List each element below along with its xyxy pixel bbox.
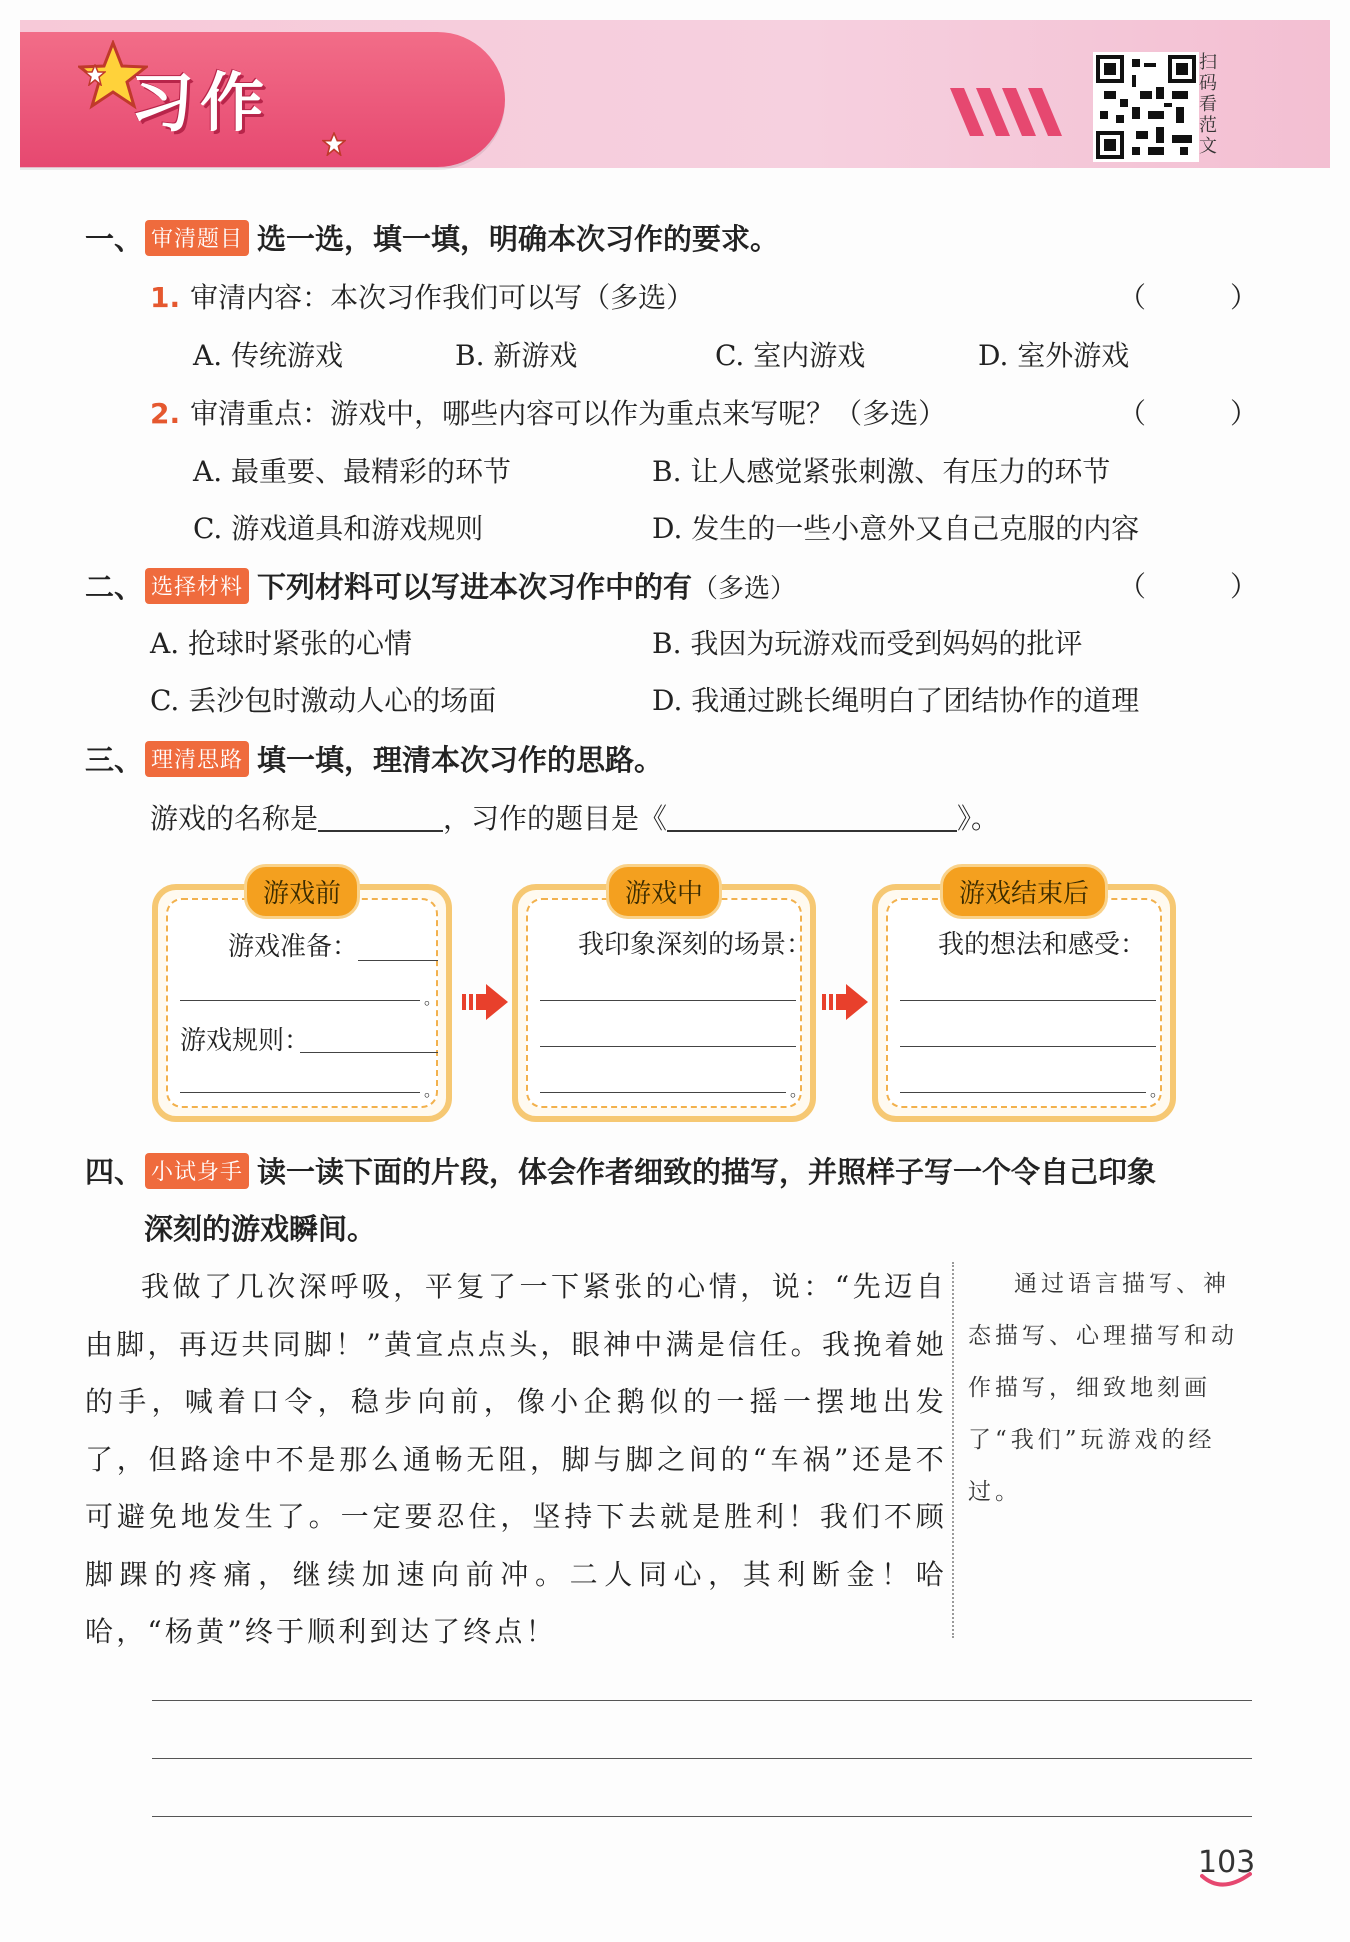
option-b: B. 让人感觉紧张刺激、有压力的环节	[652, 455, 1111, 488]
writing-line[interactable]	[900, 1046, 1156, 1047]
flow-label-rules: 游戏规则：	[180, 1026, 311, 1056]
section-number: 四、	[85, 1155, 144, 1189]
side-note-text: 通过语言描写、神态描写、心理描写和动作描写，细致地刻画了“我们”玩游戏的经过。	[968, 1271, 1238, 1505]
qr-code[interactable]	[1093, 52, 1199, 162]
question-2	[150, 392, 946, 432]
section-number: 二、	[85, 570, 144, 604]
dotted-divider	[952, 1262, 954, 1638]
question-number: 1.	[150, 281, 181, 314]
fill-label-game-name: 游戏的名称是	[150, 802, 319, 835]
flow-label-scene: 我印象深刻的场景：	[578, 930, 813, 960]
option-b: B. 新游戏	[455, 339, 578, 372]
section-tag: 小试身手	[145, 1153, 249, 1189]
flow-label-feelings: 我的想法和感受：	[938, 930, 1147, 960]
multi-select-note: （多选）	[692, 574, 797, 604]
writing-line[interactable]	[900, 1092, 1146, 1093]
qr-code-icon	[1096, 55, 1196, 159]
page-number: 103	[1198, 1845, 1256, 1880]
option-c: C. 丢沙包时激动人心的场面	[150, 684, 497, 717]
answer-blank[interactable]: （ ）	[1118, 281, 1259, 314]
writing-line[interactable]	[540, 1000, 796, 1001]
writing-line[interactable]	[180, 1000, 420, 1001]
section-tag: 理清思路	[145, 741, 249, 777]
section-2-heading	[85, 565, 796, 606]
writing-line[interactable]	[152, 1758, 1252, 1759]
period-mark: 。	[1150, 1081, 1167, 1100]
question-text: 审清内容：本次习作我们可以写（多选）	[190, 281, 695, 314]
answer-blank[interactable]: （ ）	[1118, 570, 1259, 603]
writing-line[interactable]	[358, 960, 438, 961]
question-number: 2.	[150, 397, 181, 430]
small-star-icon	[84, 64, 106, 86]
option-b: B. 我因为玩游戏而受到妈妈的批评	[652, 627, 1083, 660]
section-tag: 审清题目	[145, 220, 249, 256]
writing-line[interactable]	[540, 1092, 786, 1093]
question-1	[150, 276, 694, 316]
page-title: 习作	[130, 67, 270, 141]
essay-title-blank[interactable]	[667, 830, 957, 832]
period-mark: 。	[424, 989, 441, 1008]
game-name-blank[interactable]	[318, 830, 443, 832]
section-number: 三、	[85, 743, 144, 777]
flow-box-title: 游戏前	[244, 864, 360, 919]
flow-box-title: 游戏中	[606, 864, 722, 919]
section-instruction: 下列材料可以写进本次习作中的有	[257, 570, 693, 604]
writing-line[interactable]	[152, 1816, 1252, 1817]
arrow-right-icon	[822, 982, 868, 1022]
period-mark: 。	[424, 1081, 441, 1100]
writing-line[interactable]	[152, 1700, 1252, 1701]
decorative-stripes	[950, 88, 1070, 138]
option-c: C. 游戏道具和游戏规则	[193, 512, 484, 545]
fill-in-line	[150, 797, 999, 837]
flow-box-before-game	[152, 879, 452, 1122]
option-c: C. 室内游戏	[715, 339, 866, 372]
arrow-right-icon	[462, 982, 508, 1022]
option-d: D. 发生的一些小意外又自己克服的内容	[652, 512, 1140, 545]
period-mark: 。	[790, 1081, 807, 1100]
section-3-heading	[85, 738, 663, 779]
small-star-icon	[322, 132, 346, 156]
flow-box-after-game	[872, 879, 1176, 1122]
section-1-heading	[85, 217, 779, 258]
section-4-heading	[85, 1150, 1156, 1191]
option-d: D. 室外游戏	[978, 339, 1130, 372]
option-a: A. 最重要、最精彩的环节	[193, 455, 512, 488]
option-a: A. 抢球时紧张的心情	[150, 627, 413, 660]
section-4-heading-cont: 深刻的游戏瞬间。	[144, 1212, 377, 1246]
answer-blank[interactable]: （ ）	[1118, 397, 1259, 430]
question-text: 审清重点：游戏中，哪些内容可以作为重点来写呢？（多选）	[190, 397, 947, 430]
section-tag: 选择材料	[145, 568, 249, 604]
writing-line[interactable]	[900, 1000, 1156, 1001]
passage-text: 我做了几次深呼吸，平复了一下紧张的心情，说：“先迈自由脚，再迈共同脚！”黄宣点点头，眼神中满是信任。我挽着她的手，喊着口令，稳步向前，像小企鹅似的一摇一摆地出发了，但路途中不是那么通畅无阻，脚与脚之间的“车祸”还是不可避免地发生了。一定要忍住，坚持下去就是胜利！我们不顾脚踝的疼痛，继续加速向前冲。二人同心，其利断金！哈哈，“杨黄”终于顺利到达了终点！	[85, 1270, 947, 1648]
writing-line[interactable]	[300, 1052, 438, 1053]
section-instruction: 填一填，理清本次习作的思路。	[257, 743, 664, 777]
option-d: D. 我通过跳长绳明白了团结协作的道理	[652, 684, 1140, 717]
option-a: A. 传统游戏	[193, 339, 344, 372]
qr-code-label: 扫码看范文	[1199, 52, 1217, 157]
writing-line[interactable]	[540, 1046, 796, 1047]
flow-box-during-game	[512, 879, 816, 1122]
side-note	[968, 1258, 1254, 1518]
flow-box-title: 游戏结束后	[940, 864, 1108, 919]
fill-label-title: ，习作的题目是《	[443, 802, 668, 835]
flow-label-preparation: 游戏准备：	[228, 932, 359, 962]
section-instruction: 选一选，填一填，明确本次习作的要求。	[257, 222, 780, 256]
fill-label-close: 》。	[957, 802, 1000, 835]
sample-passage	[85, 1258, 947, 1661]
section-number: 一、	[85, 222, 144, 256]
section-instruction: 读一读下面的片段，体会作者细致的描写，并照样子写一个令自己印象	[257, 1155, 1157, 1189]
page-number-swirl	[1200, 1870, 1252, 1892]
writing-line[interactable]	[180, 1092, 420, 1093]
